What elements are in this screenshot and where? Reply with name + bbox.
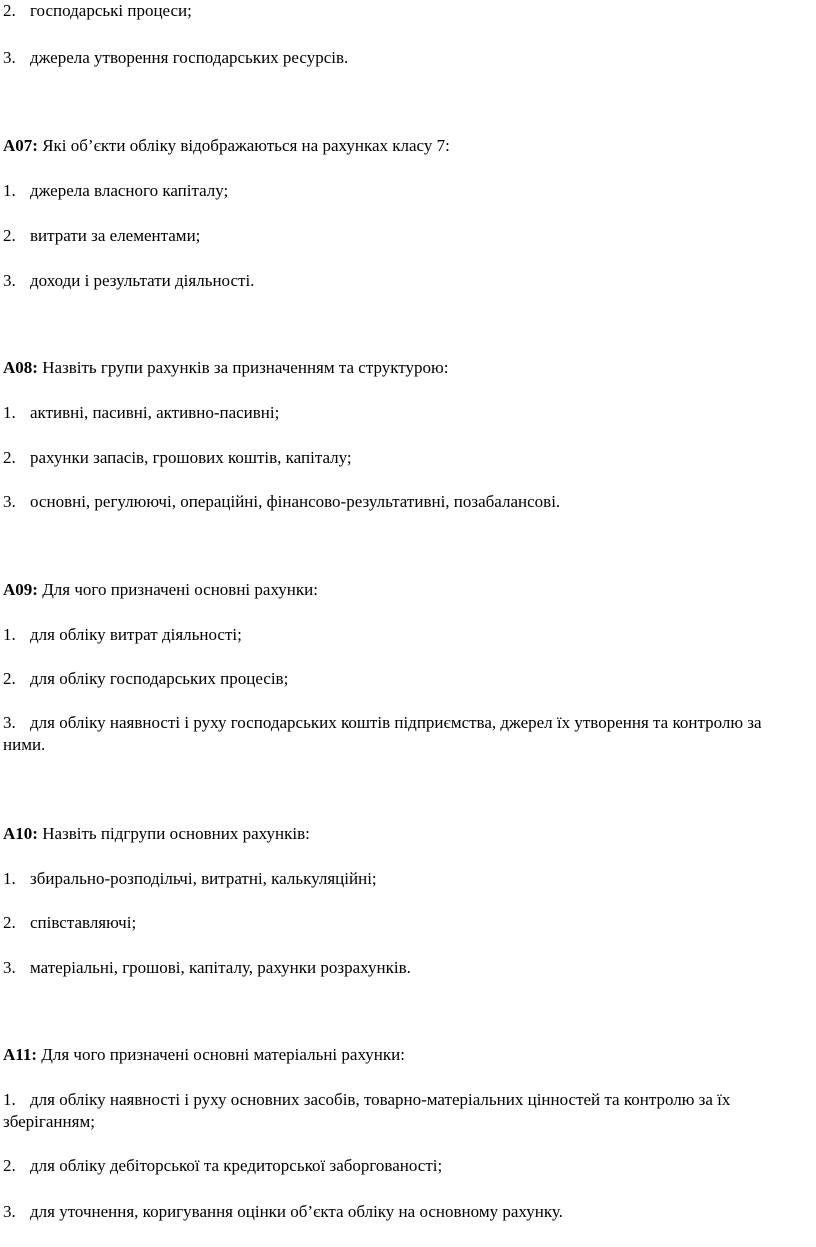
answer-option (3, 1155, 806, 1177)
option-number: 3. (3, 713, 16, 732)
option-text: для обліку витрат діяльності; (30, 625, 242, 644)
option-number: 1. (3, 869, 16, 888)
answer-option (3, 402, 806, 424)
answer-option (3, 712, 763, 756)
option-text: активні, пасивні, активно-пасивні; (30, 403, 280, 422)
option-number: 3. (3, 1202, 16, 1221)
answer-option (3, 447, 806, 469)
answer-option (3, 270, 806, 292)
option-number: 2. (3, 669, 16, 688)
option-number: 3. (3, 958, 16, 977)
option-text: для обліку наявності і руху основних засобів, товарно-матеріальних цінностей та контролю за їх зберіганням; (3, 1090, 731, 1131)
question-text: Для чого призначені основні рахунки: (42, 580, 318, 599)
question-code: А08: (3, 358, 38, 377)
item-number: 3. (3, 48, 16, 67)
option-number: 2. (3, 913, 16, 932)
question-text: Які об’єкти обліку відображаються на рахунках класу 7: (42, 136, 450, 155)
option-text: основні, регулюючі, операційні, фінансово-результативні, позабалансові. (30, 492, 561, 511)
question-code: А11: (3, 1045, 37, 1064)
question-a11 (3, 1044, 806, 1066)
option-text: джерела власного капіталу; (30, 181, 229, 200)
question-a08 (3, 357, 806, 379)
option-text: для обліку дебіторської та кредиторської заборгованості; (30, 1156, 443, 1175)
option-text: співставляючі; (30, 913, 137, 932)
question-text: Назвіть групи рахунків за призначенням та структурою: (42, 358, 449, 377)
option-number: 2. (3, 448, 16, 467)
question-a10 (3, 823, 806, 845)
answer-option (3, 491, 806, 513)
item-text: господарські процеси; (30, 1, 192, 20)
option-number: 2. (3, 226, 16, 245)
question-code: А09: (3, 580, 38, 599)
question-text: Для чого призначені основні матеріальні рахунки: (41, 1045, 405, 1064)
option-number: 1. (3, 625, 16, 644)
option-text: доходи і результати діяльності. (30, 271, 255, 290)
option-text: витрати за елементами; (30, 226, 201, 245)
option-text: для обліку наявності і руху господарських коштів підприємства, джерел їх утворення та контролю за ними. (3, 713, 762, 754)
intro-item-3 (3, 47, 806, 69)
answer-option (3, 225, 806, 247)
answer-option (3, 868, 806, 890)
answer-option (3, 912, 806, 934)
answer-option (3, 180, 806, 202)
intro-item-2 (3, 0, 806, 22)
option-number: 1. (3, 181, 16, 200)
answer-option (3, 957, 806, 979)
item-text: джерела утворення господарських ресурсів. (30, 48, 349, 67)
question-a09 (3, 579, 806, 601)
option-number: 1. (3, 403, 16, 422)
answer-option (3, 1089, 803, 1133)
option-text: для уточнення, коригування оцінки об’єкта обліку на основному рахунку. (30, 1202, 563, 1221)
option-text: рахунки запасів, грошових коштів, капіталу; (30, 448, 352, 467)
answer-option (3, 1201, 806, 1223)
item-number: 2. (3, 1, 16, 20)
option-number: 3. (3, 492, 16, 511)
option-text: збирально-розподільчі, витратні, калькуляційні; (30, 869, 377, 888)
option-text: для обліку господарських процесів; (30, 669, 289, 688)
question-code: А07: (3, 136, 38, 155)
question-text: Назвіть підгрупи основних рахунків: (42, 824, 310, 843)
question-code: А10: (3, 824, 38, 843)
answer-option (3, 624, 806, 646)
option-text: матеріальні, грошові, капіталу, рахунки розрахунків. (30, 958, 411, 977)
option-number: 1. (3, 1090, 16, 1109)
option-number: 2. (3, 1156, 16, 1175)
answer-option (3, 668, 806, 690)
option-number: 3. (3, 271, 16, 290)
question-a07 (3, 135, 806, 157)
